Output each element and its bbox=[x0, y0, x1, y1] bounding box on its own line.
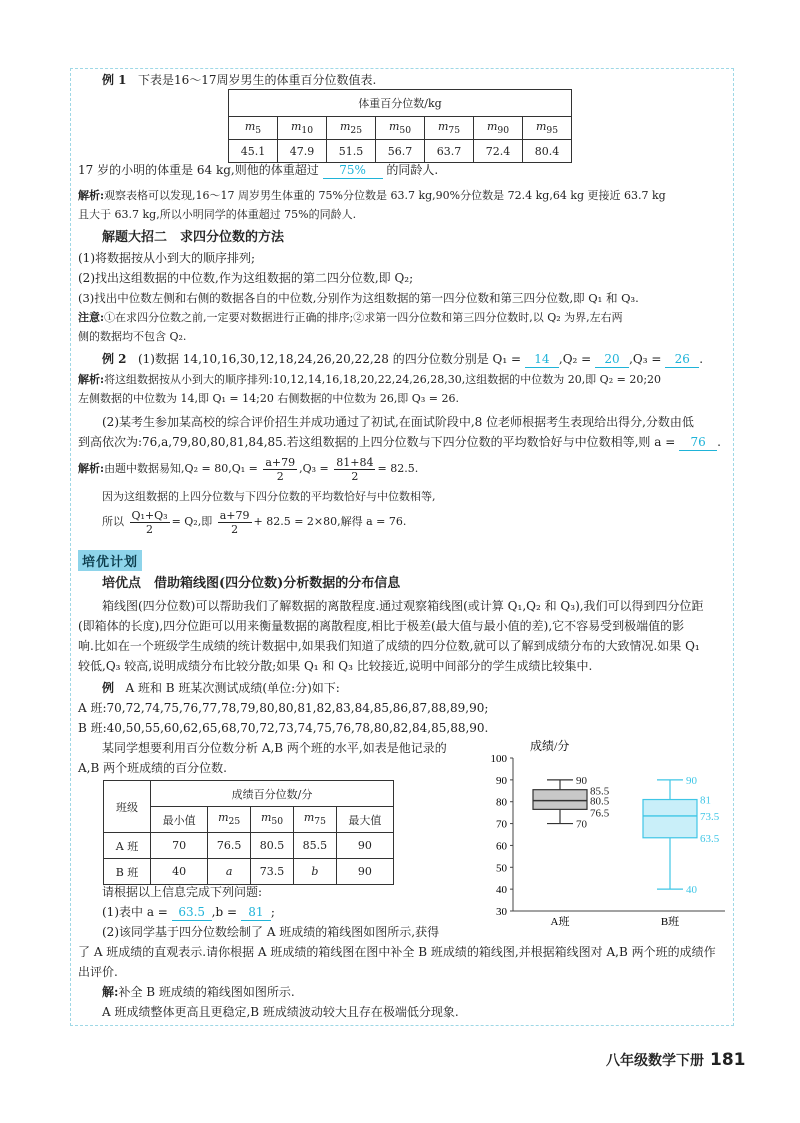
page-number: 181 bbox=[710, 1050, 746, 1070]
class-col-header: 班级 bbox=[104, 781, 151, 833]
weight-val: 72.4 bbox=[474, 140, 523, 163]
example-1-text: 下表是16～17周岁男生的体重百分位数值表. bbox=[137, 73, 377, 87]
section-para-1: 箱线图(四分位数)可以帮助我们了解数据的离散程度.通过观察箱线图(或计算 Q₁,Q₂ 和 Q₃),我们可以得到四分位距 bbox=[102, 599, 704, 613]
value-label: 63.5 bbox=[700, 832, 720, 845]
weight-val: 56.7 bbox=[376, 140, 425, 163]
book-title: 八年级数学下册 bbox=[606, 1053, 704, 1069]
answer-line-2: A 班成绩整体更高且更稳定,B 班成绩波动较大且存在极端低分现象. bbox=[102, 1005, 459, 1019]
y-tick-label: 80 bbox=[496, 796, 507, 809]
trick-2-step-2: (2)找出这组数据的中位数,作为这组数据的第二四分位数,即 Q₂; bbox=[78, 271, 414, 285]
trick-2-title: 解题大招二 求四分位数的方法 bbox=[102, 230, 285, 245]
question-2: (2)该同学基于四分位数绘制了 A 班成绩的箱线图如图所示,获得 bbox=[102, 925, 440, 939]
class-table-col: $m_{50}$ bbox=[251, 807, 294, 833]
question-1: (1)表中 a = 63.5 ,b = 81 ; bbox=[102, 905, 275, 919]
y-tick-label: 30 bbox=[496, 906, 507, 918]
value-label: 90 bbox=[686, 774, 697, 787]
example-3-text-2: A,B 两个班成绩的百分位数. bbox=[78, 761, 227, 775]
trick-2-note-2: 侧的数据均不包含 Q₂. bbox=[78, 330, 187, 343]
category-label: B班 bbox=[660, 916, 680, 928]
weight-percentile-table bbox=[228, 89, 572, 163]
box-a bbox=[533, 775, 610, 928]
q1-answer: 14 bbox=[525, 351, 559, 368]
value-label: 73.5 bbox=[700, 810, 720, 823]
example-2-solution-2c: 所以 $\frac{\text{Q₁+Q₃}}{2}$ = Q₂,即 $\frac{a+79}{2}$ + 82.5 = 2×80,解得 a = 76. bbox=[102, 508, 407, 536]
example-2-part-2b: 到高依次为:76,a,79,80,80,81,84,85.若这组数据的上四分位数与下四分位数的平均数恰好与中位数相等,则 a = 76 . bbox=[78, 435, 721, 449]
weight-val: 45.1 bbox=[229, 140, 278, 163]
box-b bbox=[643, 775, 720, 928]
iqr-box bbox=[643, 800, 697, 838]
weight-col: $m_{95}$ bbox=[523, 117, 572, 140]
weight-table-header: 体重百分位数/kg bbox=[229, 90, 572, 117]
trick-2-step-1: (1)将数据按从小到大的顺序排列; bbox=[78, 251, 256, 265]
class-table-col: $m_{75}$ bbox=[293, 807, 336, 833]
class-a-scores: A 班:70,72,74,75,76,77,78,79,80,80,81,82,83,84,85,86,87,88,89,90; bbox=[78, 701, 489, 715]
weight-val: 51.5 bbox=[327, 140, 376, 163]
weight-col: $m_{50}$ bbox=[376, 117, 425, 140]
fraction: $\frac{a+79}{2}$ bbox=[219, 508, 250, 536]
section-para-4: 较低,Q₃ 较高,说明成绩分布比较分散;如果 Q₁ 和 Q₃ 比较接近,说明中间部分的学生成绩比较集中. bbox=[78, 659, 593, 673]
answer-line-1: 解:补全 B 班成绩的箱线图如图所示. bbox=[102, 985, 295, 999]
class-b-scores: B 班:40,50,55,60,62,65,68,70,72,73,74,75,76,78,80,82,84,85,88,90. bbox=[78, 721, 489, 735]
trick-2-step-3: (3)找出中位数左侧和右侧的数据各自的中位数,分别作为这组数据的第一四分位数和第三四分位数,即 Q₁ 和 Q₃. bbox=[78, 291, 639, 305]
section-para-2: (即箱体的长度),四分位距可以用来衡量数据的离散程度,相比于极差(最大值与最小值的差),它不容易受到极端值的影 bbox=[78, 619, 685, 633]
example-2-solution-1b: 左侧数据的中位数为 14,即 Q₁ = 14;20 右侧数据的中位数为 26,即 Q₃ = 26. bbox=[78, 392, 459, 405]
weight-col: $m_{90}$ bbox=[474, 117, 523, 140]
y-tick-label: 90 bbox=[496, 774, 507, 787]
table-row: B 班 40 a 73.5 b 90 bbox=[104, 859, 394, 885]
example-3-text-1: 某同学想要利用百分位数分析 A,B 两个班的水平,如表是他记录的 bbox=[102, 741, 447, 755]
y-tick-label: 100 bbox=[490, 753, 507, 765]
percentile-header: 成绩百分位数/分 bbox=[151, 781, 394, 807]
value-label: 80.5 bbox=[590, 795, 610, 808]
example-1-line bbox=[102, 72, 752, 88]
section-heading: 培优计划 bbox=[78, 550, 142, 571]
trick-2-note: 注意:①在求四分位数之前,一定要对数据进行正确的排序;②求第一四分位数和第三四分位数时,以 Q₂ 为界,左右两 bbox=[78, 311, 623, 324]
weight-col: $m_{10}$ bbox=[278, 117, 327, 140]
box-plot-chart bbox=[470, 738, 732, 928]
weight-col: $m_{25}$ bbox=[327, 117, 376, 140]
example-2-part-1: 例 2 (1)数据 14,10,16,30,12,18,24,26,20,22,28 的四分位数分别是 Q₁ = 14 ,Q₂ = 20 ,Q₃ = 26 . bbox=[102, 352, 704, 366]
q2-answer: 20 bbox=[595, 351, 629, 368]
example-2-solution-2: 解析:由题中数据易知,Q₂ = 80,Q₁ = $\frac{a+79}{2}$ ,Q₃ = $\frac{81+84}{2}$ = 82.5. bbox=[78, 455, 419, 483]
table-row: A 班 70 76.5 80.5 85.5 90 bbox=[104, 833, 394, 859]
example-1-solution-2: 且大于 63.7 kg,所以小明同学的体重超过 75%的同龄人. bbox=[78, 208, 357, 221]
value-label: 90 bbox=[576, 774, 587, 787]
weight-val: 80.4 bbox=[523, 140, 572, 163]
value-label: 40 bbox=[686, 884, 697, 897]
example-1-solution: 解析:观察表格可以发现,16～17 周岁男生体重的 75%分位数是 63.7 kg,90%分位数是 72.4 kg,64 kg 更接近 63.7 kg bbox=[78, 189, 666, 202]
section-para-3: 响.比如在一个班级学生成绩的统计数据中,如果我们知道了成绩的四分位数,就可以了解到成绩分布的大致情况.如果 Q₁ bbox=[78, 639, 700, 653]
iqr-box bbox=[533, 790, 587, 810]
fraction: $\frac{a+79}{2}$ bbox=[265, 455, 296, 483]
class-percentile-table bbox=[103, 780, 394, 885]
question-intro: 请根据以上信息完成下列问题: bbox=[102, 885, 263, 899]
class-table-col: 最大值 bbox=[336, 807, 393, 833]
b-value-answer: 81 bbox=[241, 904, 271, 921]
question-2c: 出评价. bbox=[78, 965, 118, 979]
y-tick-label: 40 bbox=[496, 884, 507, 897]
y-axis-label: 成绩/分 bbox=[530, 739, 570, 753]
example-1-label: 例 1 bbox=[102, 73, 127, 87]
y-tick-label: 70 bbox=[496, 818, 507, 831]
example-2-part-2: (2)某考生参加某高校的综合评价招生并成功通过了初试,在面试阶段中,8 位老师根据考生表现给出得分,分数由低 bbox=[102, 415, 694, 429]
value-label: 70 bbox=[576, 818, 587, 831]
example-1-question: 17 岁的小明的体重是 64 kg,则他的体重超过 75% 的同龄人. bbox=[78, 163, 439, 177]
example-1-answer: 75% bbox=[323, 162, 383, 179]
category-label: A班 bbox=[550, 916, 570, 928]
question-2b: 了 A 班成绩的直观表示.请你根据 A 班成绩的箱线图在图中补全 B 班成绩的箱线图,并根据箱线图对 A,B 两个班的成绩作 bbox=[78, 945, 716, 959]
point-title: 培优点 借助箱线图(四分位数)分析数据的分布信息 bbox=[102, 576, 401, 591]
weight-table-val-row bbox=[229, 140, 572, 163]
page-footer bbox=[606, 1050, 746, 1070]
example-2-solution-1: 解析:将这组数据按从小到大的顺序排列:10,12,14,16,18,20,22,24,26,28,30,这组数据的中位数为 20,即 Q₂ = 20;20 bbox=[78, 373, 662, 386]
fraction: $\frac{\text{Q₁+Q₃}}{2}$ bbox=[131, 508, 168, 536]
weight-col: $m_{75}$ bbox=[425, 117, 474, 140]
example-3-intro: 例 A 班和 B 班某次测试成绩(单位:分)如下: bbox=[102, 681, 340, 695]
weight-val: 47.9 bbox=[278, 140, 327, 163]
example-2-solution-2b: 因为这组数据的上四分位数与下四分位数的平均数恰好与中位数相等, bbox=[102, 490, 436, 503]
y-tick-label: 60 bbox=[496, 840, 507, 853]
class-table-col: $m_{25}$ bbox=[208, 807, 251, 833]
a-value-answer: 63.5 bbox=[172, 904, 212, 921]
value-label: 85.5 bbox=[590, 785, 610, 798]
y-tick-label: 50 bbox=[496, 862, 507, 875]
weight-val: 63.7 bbox=[425, 140, 474, 163]
fraction: $\frac{81+84}{2}$ bbox=[336, 455, 374, 483]
weight-col: $m_5$ bbox=[229, 117, 278, 140]
class-table-col: 最小值 bbox=[151, 807, 208, 833]
value-label: 81 bbox=[700, 794, 711, 807]
q3-answer: 26 bbox=[665, 351, 699, 368]
value-label: 76.5 bbox=[590, 807, 610, 820]
weight-table-col-row bbox=[229, 117, 572, 140]
a-answer: 76 bbox=[679, 434, 717, 451]
